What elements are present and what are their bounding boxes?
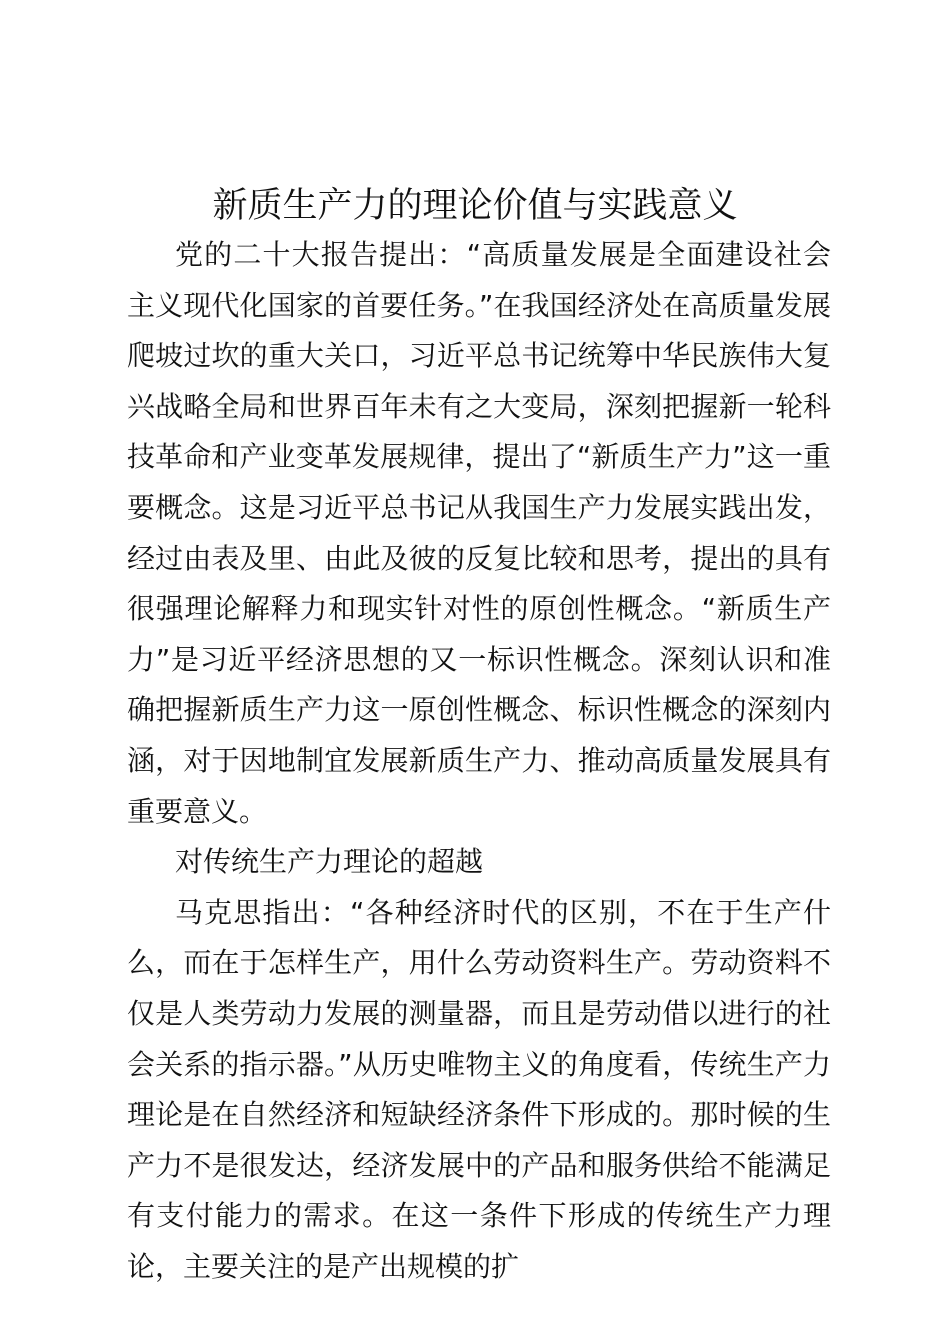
paragraph-intro: 党的二十大报告提出：“高质量发展是全面建设社会主义现代化国家的首要任务。”在我国经济处在高质量发展爬坡过坎的重大关口，习近平总书记统筹中华民族伟大复兴战略全局和世界百年未有之大变局，深刻把握新一轮科技革命和产业变革发展规律，提出了“新质生产力”这一重要概念。这是习近平总书记从我国生产力发展实践出发，经过由表及里、由此及彼的反复比较和思考，提出的具有很强理论解释力和现实针对性的原创性概念。“新质生产力”是习近平经济思想的又一标识性概念。深刻认识和准确把握新质生产力这一原创性概念、标识性概念的深刻内涵，对于因地制宜发展新质生产力、推动高质量发展具有重要意义。 bbox=[127, 238, 831, 828]
document-body bbox=[127, 230, 831, 1292]
document-title: 新质生产力的理论价值与实践意义 bbox=[212, 186, 738, 226]
section-heading: 对传统生产力理论的超越 bbox=[175, 845, 484, 879]
paragraph-marx: 马克思指出：“各种经济时代的区别，不在于生产什么，而在于怎样生产，用什么劳动资料生产。劳动资料不仅是人类劳动力发展的测量器，而且是劳动借以进行的社会关系的指示器。”从历史唯物主义的角度看，传统生产力理论是在自然经济和短缺经济条件下形成的。那时候的生产力不是很发达，经济发展中的产品和服务供给不能满足有支付能力的需求。在这一条件下形成的传统生产力理论，主要关注的是产出规模的扩 bbox=[127, 895, 831, 1283]
